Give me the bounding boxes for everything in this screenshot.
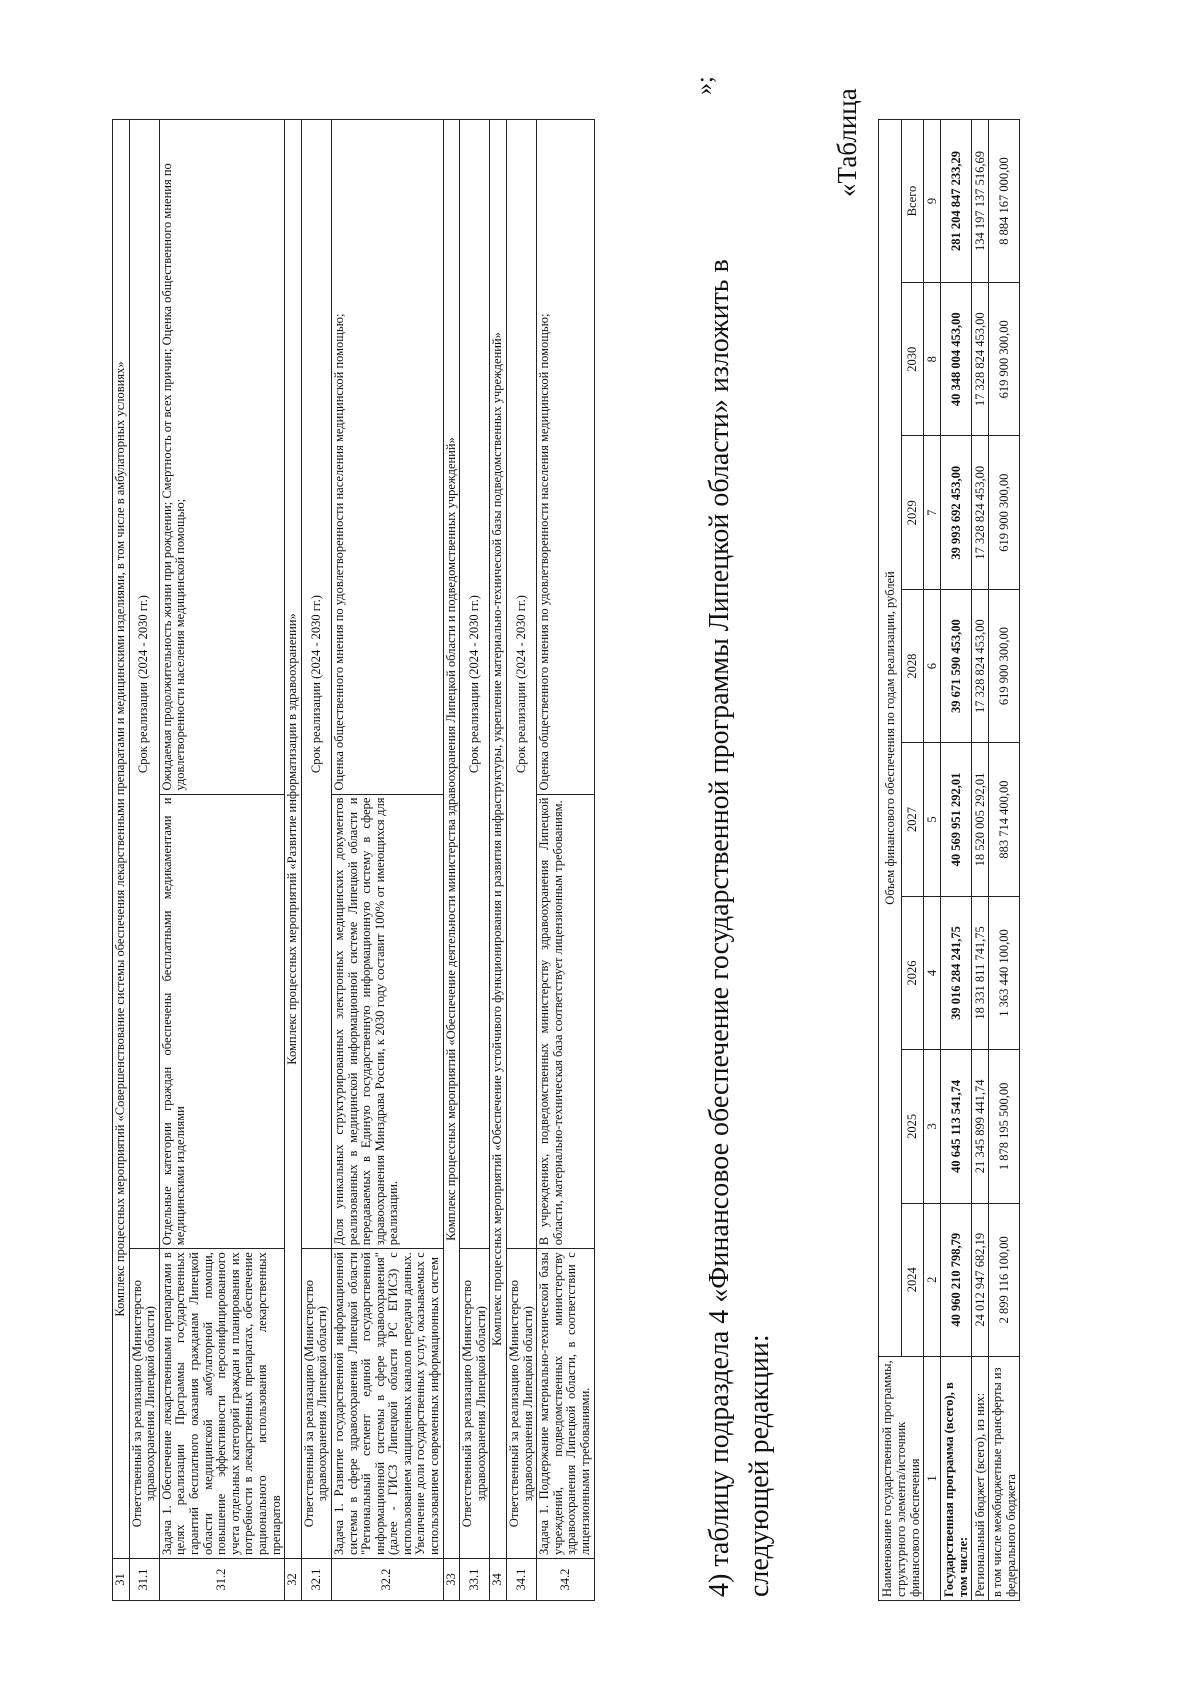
row-number: 32	[285, 1559, 302, 1601]
column-number: 9	[924, 120, 941, 283]
amount-cell: 24 012 947 682,19	[972, 1203, 989, 1356]
amount-cell: 619 900 300,00	[989, 589, 1020, 742]
table-row	[443, 120, 460, 1601]
row-number: 33.1	[460, 1559, 490, 1601]
table-row	[941, 120, 972, 1601]
amount-cell: 17 328 824 453,00	[972, 283, 989, 436]
amount-cell: 17 328 824 453,00	[972, 436, 989, 589]
complex-title: Комплекс процессных мероприятий «Развитие информатизации в здравоохранении»	[285, 120, 302, 1559]
column-number: 8	[924, 283, 941, 436]
row-label: Региональный бюджет (всего), из них:	[972, 1357, 989, 1601]
amount-cell: 39 993 692 453,00	[941, 436, 972, 589]
column-number: 6	[924, 589, 941, 742]
amount-cell: 39 671 590 453,00	[941, 589, 972, 742]
amount-cell: 39 016 284 241,75	[941, 896, 972, 1049]
table-row	[113, 120, 130, 1601]
column-number: 2	[924, 1203, 941, 1356]
row-number: 34.2	[537, 1559, 594, 1601]
year-header: 2024	[901, 1203, 924, 1356]
complex-title: Комплекс процессных мероприятий «Обеспечение устойчивого функционирования и развития инфраструктуры, укрепление материально-технической базы подведомственных учреждений»	[490, 120, 507, 1559]
table-row	[301, 120, 331, 1601]
row-number: 34	[490, 1559, 507, 1601]
table-header-row	[879, 120, 902, 1601]
amount-cell: 883 714 400,00	[989, 743, 1020, 896]
table-reference: «Таблица	[832, 88, 862, 197]
amount-cell: 18 520 005 292,01	[972, 743, 989, 896]
amount-cell: 2 899 116 100,00	[989, 1203, 1020, 1356]
year-header: 2027	[901, 743, 924, 896]
term-cell: Срок реализации (2024 - 2030 гг.)	[460, 120, 490, 1249]
amount-cell: 40 645 113 541,74	[941, 1050, 972, 1203]
year-header: 2029	[901, 436, 924, 589]
row-number: 34.1	[507, 1559, 537, 1601]
total-header: Всего	[901, 120, 924, 283]
table-row	[285, 120, 302, 1601]
row-label: Государственная программа (всего), в том числе:	[941, 1357, 972, 1601]
task-cell: Задача 1. Обеспечение лекарственными препаратами в целях реализации Программы государственных гарантий бесплатного оказания гражданам Липецкой области медицинской амбулаторной помощи, повышение эффективности персонифицированного учета отдельных категорий граждан и планирования их потребности в лекарственных препаратах, обеспечение рационального использования лекарственных препаратов	[159, 1249, 284, 1559]
year-header: 2026	[901, 896, 924, 1049]
amount-cell: 40 960 210 798,79	[941, 1203, 972, 1356]
section-heading: 4) таблицу подраздела 4 «Финансовое обеспечение государственной программы Липецкой области» изложить в следующей редакции:	[704, 259, 775, 1597]
table-row	[507, 120, 537, 1601]
row-label: в том числе межбюджетные трансферты из федерального бюджета	[989, 1357, 1020, 1601]
task-cell: Задача 1. Поддержание материально-технической базы учреждений, подведомственных министерству здравоохранения Липецкой области, в соответствии с лицензионными требованиями.	[537, 1249, 594, 1559]
responsible-cell: Ответственный за реализацию (Министерство здравоохранения Липецкой области)	[507, 1249, 537, 1559]
table-row	[972, 120, 989, 1601]
result-cell: В учреждениях, подведомственных министерству здравоохранения Липецкой области, материально-техническая база соответствует лицензионным требованиям.	[537, 794, 594, 1249]
row-number: 33	[443, 1559, 460, 1601]
total-cell: 281 204 847 233,29	[941, 120, 972, 283]
row-number: 31.1	[129, 1559, 159, 1601]
closing-quote-mark: »;	[692, 76, 718, 95]
task-cell: Задача 1. Развитие государственной информационной системы в сфере здравоохранения Липецкой области "Региональный сегмент единой государственной информационной системы в сфере здравоохранения" (далее - ГИСЗ Липецкой области РС ЕГИСЗ) с использованием защищенных каналов передачи данных. Увеличение доли государственных услуг, оказываемых с использованием современных информационных систем	[331, 1249, 443, 1559]
term-cell: Срок реализации (2024 - 2030 гг.)	[301, 120, 331, 1249]
table-row	[129, 120, 159, 1601]
amount-cell: 619 900 300,00	[989, 283, 1020, 436]
table-row	[490, 120, 507, 1601]
row-number: 32.1	[301, 1559, 331, 1601]
amount-cell: 17 328 824 453,00	[972, 589, 989, 742]
year-header: 2030	[901, 283, 924, 436]
amount-cell: 21 345 899 441,74	[972, 1050, 989, 1203]
responsible-cell: Ответственный за реализацию (Министерство здравоохранения Липецкой области)	[129, 1249, 159, 1559]
result-cell: Доля уникальных структурированных электронных медицинских документов реализованных в медицинской информационной системе Липецкой области и передаваемых в Единую государственную информационную систему в сфере здравоохранения Минздрава России, к 2030 году составит 100% от имеющихся для реализации.	[331, 794, 443, 1249]
indicator-cell: Ожидаемая продолжительность жизни при рождении; Смертность от всех причин; Оценка общественного мнения по удовлетворенности населения медицинской помощью;	[159, 120, 284, 795]
responsible-cell: Ответственный за реализацию (Министерство здравоохранения Липецкой области)	[301, 1249, 331, 1559]
responsible-cell: Ответственный за реализацию (Министерство здравоохранения Липецкой области)	[460, 1249, 490, 1559]
result-cell: Отдельные категории граждан обеспечены бесплатными медикаментами и медицинскими изделиями	[159, 794, 284, 1249]
amount-cell: 1 363 440 100,00	[989, 896, 1020, 1049]
amount-cell: 619 900 300,00	[989, 436, 1020, 589]
amount-cell: 40 348 004 453,00	[941, 283, 972, 436]
year-header: 2025	[901, 1050, 924, 1203]
total-cell: 8 884 167 000,00	[989, 120, 1020, 283]
column-number: 3	[924, 1050, 941, 1203]
amount-cell: 18 331 811 741,75	[972, 896, 989, 1049]
term-cell: Срок реализации (2024 - 2030 гг.)	[507, 120, 537, 1249]
amount-cell: 1 878 195 500,00	[989, 1050, 1020, 1203]
row-number: 31	[113, 1559, 130, 1601]
row-number: 31.2	[159, 1559, 284, 1601]
indicator-cell: Оценка общественного мнения по удовлетворенности населения медицинской помощью;	[537, 120, 594, 795]
row-number: 32.2	[331, 1559, 443, 1601]
column-number: 5	[924, 743, 941, 896]
volume-header: Объем финансового обеспечения по годам реализации, рублей	[879, 120, 902, 1357]
table-row	[331, 120, 443, 1601]
term-cell: Срок реализации (2024 - 2030 гг.)	[129, 120, 159, 1249]
column-number-row	[924, 120, 941, 1601]
amount-cell: 40 569 951 292,01	[941, 743, 972, 896]
complex-title: Комплекс процессных мероприятий «Обеспечение деятельности министерства здравоохранения Липецкой области и подведомственных учреждений»	[443, 120, 460, 1559]
complex-title: Комплекс процессных мероприятий «Совершенствование системы обеспечения лекарственными препаратами и медицинскими изделиями, в том числе в амбулаторных условиях»	[113, 120, 130, 1559]
column-number: 4	[924, 896, 941, 1049]
indicator-cell: Оценка общественного мнения по удовлетворенности населения медицинской помощью;	[331, 120, 443, 795]
column-number: 1	[924, 1357, 941, 1601]
table-row	[537, 120, 594, 1601]
name-header: Наименование государственной программы, структурного элемента/источник финансового обеспечения	[879, 1357, 924, 1601]
measures-table	[112, 119, 595, 1601]
year-header: 2028	[901, 589, 924, 742]
finance-table	[878, 119, 1020, 1601]
column-number: 7	[924, 436, 941, 589]
table-row	[159, 120, 284, 1601]
table-row	[989, 120, 1020, 1601]
table-row	[460, 120, 490, 1601]
total-cell: 134 197 137 516,69	[972, 120, 989, 283]
